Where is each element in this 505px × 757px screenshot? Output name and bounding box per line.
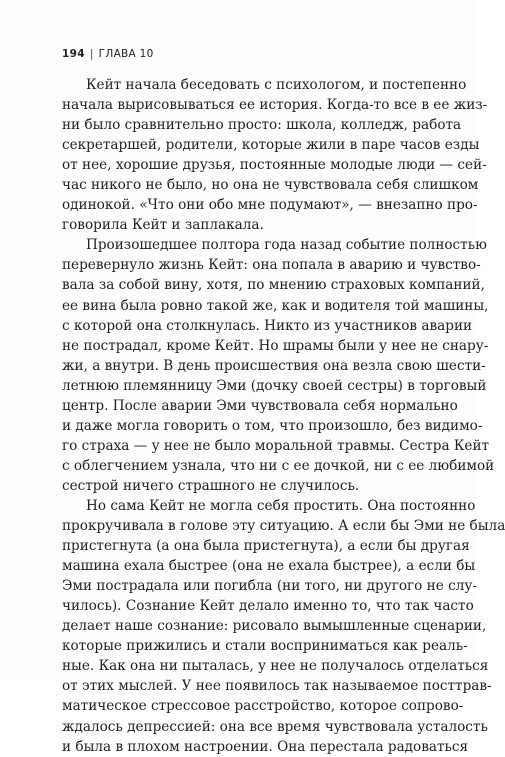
text-line: ные. Как она ни пыталась, у нее не получалось отделаться: [62, 658, 489, 675]
text-line: го страха — у нее не было моральной травмы. Сестра Кейт: [62, 437, 490, 454]
text-line: пристегнута (а она была пристегнута), а если бы другая: [62, 538, 470, 555]
text-line: ее вина была ровно такой же, как и водителя той машины,: [62, 297, 489, 314]
text-line: жи, а внутри. В день происшествия она везла свою шести-: [62, 357, 486, 374]
text-line: машина ехала быстрее (она не ехала быстрее), а если бы: [62, 558, 476, 575]
text-line: и была в плохом настроении. Она перестала радоваться: [62, 738, 469, 755]
text-line: Произошедшее полтора года назад событие полностью: [86, 237, 487, 254]
text-line: секретаршей, родители, которые жили в паре часов езды: [62, 137, 480, 154]
text-line: с которой она столкнулась. Никто из участников аварии: [62, 317, 473, 334]
text-line: говорила Кейт и заплакала.: [62, 217, 264, 234]
header-separator: |: [89, 48, 94, 60]
text-line: Кейт начала беседовать с психологом, и постепенно: [86, 77, 467, 93]
page-number: 194: [62, 48, 85, 60]
text-line: Эми пострадала или погибла (ни того, ни другого не слу-: [62, 578, 477, 595]
text-line: которые прижились и стали восприниматься как реаль-: [62, 638, 468, 655]
text-line: делает наше сознание: рисовало вымышленные сценарии,: [62, 618, 487, 635]
text-line: и даже могла говорить о том, что произошло, без видимо-: [62, 417, 483, 434]
text-line: не пострадал, кроме Кейт. Но шрамы были у нее не снару-: [62, 337, 489, 354]
chapter-title: ГЛАВА 10: [98, 48, 154, 60]
text-line: Но сама Кейт не могла себя простить. Она постоянно: [86, 497, 476, 514]
text-line: от нее, хорошие друзья, постоянные молодые люди — сей-: [62, 157, 487, 174]
text-line: чилось). Сознание Кейт делало именно то, что так часто: [62, 598, 474, 615]
text-line: одинокой. «Что они обо мне подумают», — внезапно про-: [62, 197, 478, 214]
text-line: от этих мыслей. У нее появилось так называемое посттрав-: [62, 678, 492, 695]
text-line: перевернуло жизнь Кейт: она попала в аварию и чувство-: [62, 257, 481, 274]
text-line: с облегчением узнала, что ни с ее дочкой, ни с ее любимой: [62, 457, 495, 474]
text-line: час никого не было, но она не чувствовала себя слишком: [62, 177, 479, 194]
text-line: сестрой ничего страшного не случилось.: [62, 477, 360, 494]
text-line: матическое стрессовое расстройство, которое сопрово-: [62, 698, 464, 715]
text-line: начала вырисовываться ее история. Когда-то все в ее жиз-: [62, 97, 488, 114]
text-line: центр. После аварии Эми чувствовала себя нормально: [62, 397, 458, 414]
text-line: прокручивала в голове эту ситуацию. А если бы Эми не была: [62, 518, 505, 535]
text-line: ни было сравнительно просто: школа, колледж, работа: [62, 117, 462, 134]
text-line: ждалось депрессией: она все время чувствовала усталость: [62, 718, 488, 735]
running-header: [62, 48, 154, 60]
text-line: летнюю племянницу Эми (дочку своей сестры) в торговый: [62, 377, 487, 394]
body-text: [62, 75, 505, 757]
text-line: вала за собой вину, хотя, по мнению страховых компаний,: [62, 277, 485, 294]
